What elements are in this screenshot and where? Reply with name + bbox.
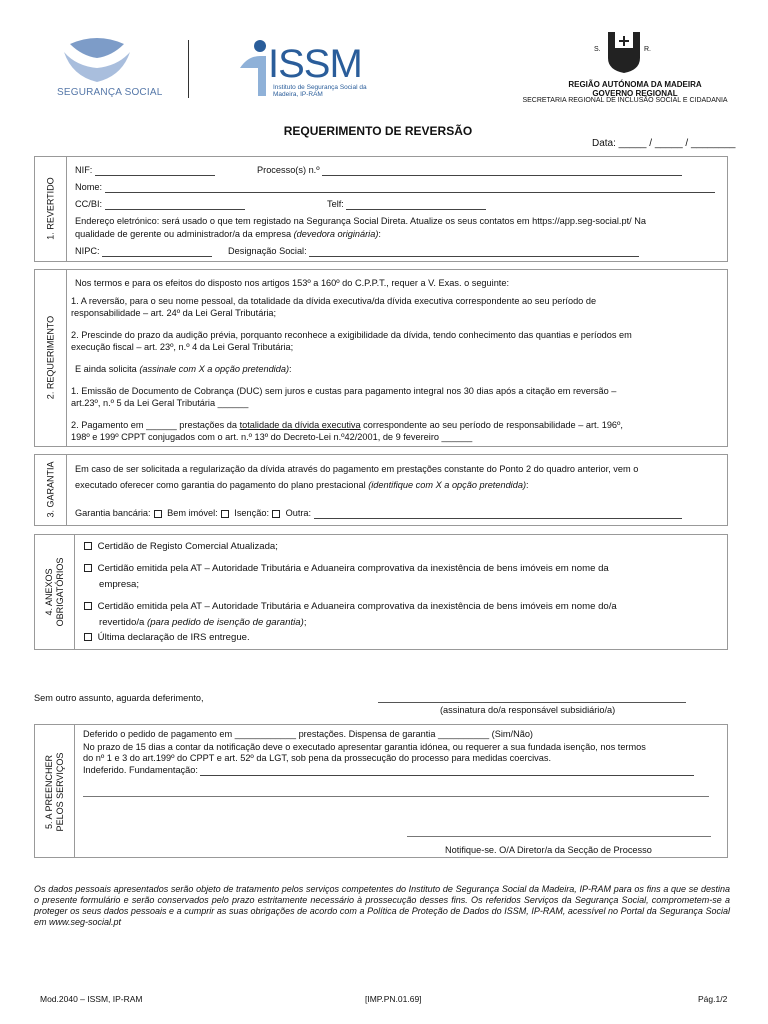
- crest-letter-left: S.: [594, 46, 601, 53]
- gov-government-line: GOVERNO REGIONAL: [592, 89, 678, 98]
- requerimento-item-2-line-2: execução fiscal – art. 23º, n.º 4 da Lei Geral Tributária;: [71, 342, 294, 352]
- anexo-certidao-revertido-italic: (para pedido de isenção de garantia): [147, 617, 304, 628]
- closing-text: Sem outro assunto, aguarda deferimento,: [34, 693, 204, 703]
- anexo-registo-comercial-checkbox[interactable]: [84, 542, 92, 550]
- issm-logo-text: ISSM: [268, 42, 362, 86]
- servicos-prazo-line-2: do nº 1 e 3 do art.199º do CPPT e art. 52º da LGT, sob pena da prossecução do processo para medidas coercivas.: [83, 753, 552, 763]
- option-duc-line-2: art.23º, n.º 5 da Lei Geral Tributária ______: [71, 398, 249, 408]
- anexo-irs-label: Última declaração de IRS entregue.: [97, 632, 250, 643]
- option-prestacoes-underlined: totalidade da dívida executiva: [239, 420, 361, 430]
- ainda-solicita: [75, 363, 292, 375]
- section-servicos-label-line-1: 5. A PREENCHER: [44, 754, 54, 830]
- anexo-irs[interactable]: [81, 632, 250, 644]
- crest-letter-right: R.: [644, 46, 651, 53]
- option-prestacoes[interactable]: [71, 419, 623, 443]
- garantia-line-1: Em caso de ser solicitada a regularização da dívida através do pagamento em prestações constante do Ponto 2 do quadro anterior, vem o: [75, 464, 639, 474]
- nipc-field[interactable]: [75, 245, 212, 257]
- anexo-certidao-empresa-line-2: empresa;: [99, 579, 139, 590]
- section-anexos: [34, 534, 728, 650]
- email-line-1: Endereço eletrónico: será usado o que tem registado na Segurança Social Direta. Atualize os seus contatos em https://app.seg-social.pt/ Na: [75, 216, 646, 226]
- form-title: REQUERIMENTO DE REVERSÃO: [283, 124, 473, 138]
- fundamentacao-input-line[interactable]: [200, 766, 694, 776]
- anexo-registo-comercial-label: Certidão de Registo Comercial Atualizada;: [97, 541, 278, 552]
- processo-input-line[interactable]: [322, 166, 682, 176]
- section-anexos-label: [44, 542, 66, 642]
- garantia-line-2-colon: :: [526, 480, 529, 490]
- date-field[interactable]: Data: _____ / _____ / ________: [592, 138, 736, 149]
- bem-imovel-label: Bem imóvel:: [167, 508, 218, 518]
- requerimento-item-1: [71, 295, 719, 319]
- garantia-line-2-text: executado oferecer como garantia do pagamento do plano prestacional: [75, 480, 369, 490]
- outra-input-line[interactable]: [314, 509, 682, 519]
- email-line-2-italic: (devedora originária): [293, 229, 379, 239]
- nome-label: Nome:: [75, 182, 103, 192]
- anexo-certidao-empresa-line-1: [81, 561, 609, 577]
- telf-input-line[interactable]: [346, 200, 486, 210]
- header-divider: [188, 40, 189, 98]
- garantia-line-2: [75, 479, 529, 491]
- section-servicos-label: [44, 742, 66, 842]
- servicos-prazo-line-1: No prazo de 15 dias a contar da notificação deve o executado apresentar garantia idónea, ou requerer a sua fundada isenção, nos termos: [83, 742, 646, 752]
- nif-input-line[interactable]: [95, 166, 215, 176]
- footer-code: [IMP.PN.01.69]: [365, 994, 422, 1004]
- designacao-label: Designação Social:: [228, 246, 307, 256]
- cc-input-line[interactable]: [105, 200, 245, 210]
- fundamentacao-line-2[interactable]: [83, 796, 709, 797]
- anexo-certidao-revertido-checkbox[interactable]: [84, 602, 92, 610]
- designacao-field[interactable]: [228, 245, 639, 257]
- anexo-certidao-revertido-text-a: Certidão emitida pela AT – Autoridade Tributária e Aduaneira comprovativa da inexistência de bens imóveis em nome do/a: [97, 601, 617, 612]
- nome-input-line[interactable]: [105, 183, 715, 193]
- section-requerimento: [34, 269, 728, 447]
- gov-secretariat-line: SECRETARIA REGIONAL DE INCLUSÃO SOCIAL E CIDADANIA: [522, 97, 728, 104]
- option-prestacoes-text-a: 2. Pagamento em ______ prestações da: [71, 420, 240, 430]
- footer-model: Mod.2040 – ISSM, IP-RAM: [40, 994, 143, 1004]
- email-line-2-text: qualidade de gerente ou administrador/a da empresa: [75, 229, 294, 239]
- bem-imovel-checkbox[interactable]: [221, 510, 229, 518]
- signature-line[interactable]: [378, 702, 686, 703]
- email-line-2: [75, 228, 381, 240]
- nif-field[interactable]: [75, 164, 215, 176]
- garantia-options: [75, 507, 682, 519]
- section-garantia: [34, 454, 728, 526]
- gov-region-line: REGIÃO AUTÓNOMA DA MADEIRA: [568, 80, 702, 89]
- garantia-line-2-italic: (identifique com X a opção pretendida): [368, 480, 527, 490]
- isencao-checkbox[interactable]: [272, 510, 280, 518]
- anexo-certidao-empresa-text-a: Certidão emitida pela AT – Autoridade Tributária e Aduaneira comprovativa da inexistência de bens imóveis em nome da: [97, 563, 609, 574]
- requerimento-item-1-line-1: 1. A reversão, para o seu nome pessoal, da totalidade da dívida executiva/da dívida executiva correspondente ao seu período de: [71, 296, 597, 306]
- garantia-bancaria-checkbox[interactable]: [154, 510, 162, 518]
- footer-page: Pág.1/2: [698, 994, 728, 1004]
- requerimento-item-2: [71, 329, 719, 353]
- outra-label: Outra:: [285, 508, 312, 518]
- option-duc[interactable]: [71, 385, 616, 409]
- ainda-solicita-text: E ainda solicita: [75, 364, 140, 374]
- section-anexos-label-line-2: OBRIGATÓRIOS: [55, 557, 65, 627]
- governo-regional-crest-icon: [594, 30, 658, 76]
- nome-field[interactable]: [75, 181, 715, 193]
- anexo-certidao-revertido-semicolon: ;: [303, 617, 307, 628]
- designacao-input-line[interactable]: [309, 247, 639, 257]
- anexo-certidao-empresa[interactable]: [81, 561, 609, 593]
- ainda-solicita-italic: (assinale com X a opção pretendida): [139, 364, 289, 374]
- processo-label: Processo(s) n.º: [257, 165, 320, 175]
- option-prestacoes-text-b: correspondente ao seu período de responsabilidade – art. 196º,: [360, 420, 623, 430]
- servicos-indeferido[interactable]: [83, 764, 694, 776]
- option-duc-line-1: 1. Emissão de Documento de Cobrança (DUC) sem juros e custas para pagamento integral nos 30 dias após a citação em reversão –: [71, 386, 617, 396]
- cc-field[interactable]: [75, 198, 245, 210]
- ainda-solicita-colon: :: [289, 364, 292, 374]
- signature-caption: (assinatura do/a responsável subsidiário/a): [440, 705, 616, 715]
- servicos-deferido: Deferido o pedido de pagamento em ____________ prestações. Dispensa de garantia __________ (Sim/Não): [83, 729, 533, 739]
- issm-logo-subtitle: Instituto de Segurança Social da Madeira, IP-RAM: [273, 84, 367, 98]
- notifique-se: Notifique-se. O/A Diretor/a da Secção de Processo: [445, 845, 652, 855]
- data-protection-note: Os dados pessoais apresentados serão objeto de tratamento pelos serviços competentes do Instituto de Segurança Social da Madeira, IP-RAM para os fins a que se destina o presente formulário e serão conservados pelo prazo estritamente necessário à prossecução desses fins. Os referidos Serviços da Segurança Social, comprometem-se a proteger os seus dados pessoais e a cumprir as suas obrigações de acordo com a Política de Proteção de Dados do ISSM, IP-RAM, acessível no Portal da Segurança Social em www.seg-social.pt: [34, 884, 730, 927]
- requerimento-item-2-line-1: 2. Prescinde do prazo da audição prévia, porquanto reconhece a exigibilidade da dívida, tendo conhecimento das quantias e períodos em: [71, 330, 632, 340]
- anexo-irs-checkbox[interactable]: [84, 633, 92, 641]
- section-servicos: [34, 724, 728, 858]
- email-line-2-colon: :: [378, 229, 381, 239]
- garantia-bancaria-label: Garantia bancária:: [75, 508, 151, 518]
- telf-field[interactable]: [327, 198, 486, 210]
- crest-shield-icon: [606, 30, 642, 74]
- option-prestacoes-line-2: 198º e 199º CPPT conjugados com o art. n.º 13º do Decreto-Lei n.º42/2001, de 9 fevereiro ______: [71, 432, 473, 442]
- anexo-certidao-revertido[interactable]: [81, 599, 617, 631]
- nipc-input-line[interactable]: [102, 247, 212, 257]
- diretor-signature-line[interactable]: [407, 836, 711, 837]
- section-revertido: [34, 156, 728, 262]
- anexo-certidao-revertido-line-2: [81, 615, 617, 631]
- processo-field[interactable]: [257, 164, 682, 176]
- servicos-indeferido-label: Indeferido. Fundamentação:: [83, 765, 198, 775]
- section-garantia-label: 3. GARANTIA: [45, 461, 56, 518]
- isencao-label: Isenção:: [234, 508, 269, 518]
- anexo-certidao-empresa-checkbox[interactable]: [84, 564, 92, 572]
- requerimento-intro: Nos termos e para os efeitos do disposto nos artigos 153º a 160º do C.P.P.T., requer a V. Exas. o seguinte:: [75, 278, 510, 288]
- section-revertido-label: 1. REVERTIDO: [45, 177, 56, 240]
- nipc-label: NIPC:: [75, 246, 100, 256]
- requerimento-item-1-line-2: responsabilidade – art. 24º da Lei Geral Tributária;: [71, 308, 277, 318]
- option-prestacoes-line-1: [71, 419, 623, 431]
- section-requerimento-label: 2. REQUERIMENTO: [45, 315, 56, 400]
- anexo-certidao-revertido-line-1: [81, 599, 617, 615]
- anexo-registo-comercial[interactable]: [81, 541, 278, 553]
- cc-label: CC/BI:: [75, 199, 103, 209]
- section-anexos-label-line-1: 4. ANEXOS: [44, 568, 54, 616]
- anexo-certidao-revertido-text-b: revertido/a: [99, 617, 147, 628]
- nif-label: NIF:: [75, 165, 93, 175]
- gov-region-title: [550, 80, 720, 98]
- seguranca-social-logo-text: SEGURANÇA SOCIAL: [57, 87, 163, 98]
- telf-label: Telf:: [327, 199, 344, 209]
- section-servicos-label-line-2: PELOS SERVIÇOS: [55, 752, 65, 832]
